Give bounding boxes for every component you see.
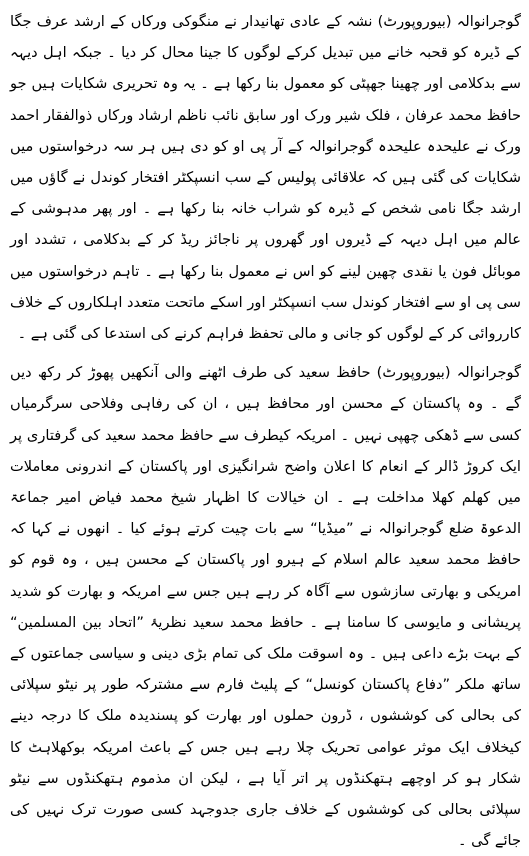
article-gujranwala-police-complaint: گوجرانوالہ (بیوروپورٹ) نشہ کے عادی تھانیدار نے منگوکی ورکاں کے ارشد عرف جگا کے ڈیرہ کو قحبہ خانے میں تبدیل کرکے لوگوں کا جینا محال کر دیا ۔ جبکہ اہل دیہہ سے بدکلامی اور چھینا جھپٹی کو معمول بنا رکھا ہے ۔ یہ وہ تحریری شکایات ہیں جو حافظ محمد عرفان ، فلک شیر ورک اور سابق نائب ناظم ارشاد ورکاں ذوالفقار احمد ورک نے علیحدہ علیحدہ گوجرانوالہ کے آر پی او کو دی ہیں ہر سہ درخواستوں میں شکایات کی گئی ہیں کہ علاقائی پولیس کے سب انسپکٹر افتخار کوندل نے گاؤں میں ارشد جگا نامی شخص کے ڈیرہ کو شراب خانہ بنا رکھا ہے ۔ اور پھر مدہوشی کے عالم میں اہل دیہہ کے ڈیروں اور گھروں پر ناجائز ریڈ کر کے بدکلامی ، تشدد اور موبائل فون یا نقدی چھین لینے کو اس نے معمول بنا رکھا ہے ۔ تاہم درخواستوں میں سی پی او سے افتخار کوندل سب انسپکٹر اور اسکے ماتحت متعدد اہلکاروں کے خلاف کارروائی کر کے لوگوں کو جانی و مالی تحفظ فراہم کرنے کی استدعا کی گئی ہے ۔ bbox=[10, 13, 521, 343]
article-hafiz-saeed-statement: گوجرانوالہ (بیوروپورٹ) حافظ سعید کی طرف اٹھنے والی آنکھیں پھوڑ کر رکھ دیں گے ۔ وہ پاکستان کے محسن اور محافظ ہیں ، ان کی رفاہی وفلاحی سرگرمیاں کسی سے ڈھکی چھپی نہیں ۔ امریکہ کیطرف سے حافظ محمد سعید کی گرفتاری پر ایک کروڑ ڈالر کے انعام کا اعلان واضح شرانگیزی اور پاکستان کے اندرونی معاملات میں کھلم کھلا مداخلت ہے ۔ ان خیالات کا اظہار شیخ محمد فیاض امیر جماعۃ الدعوۃ ضلع گوجرانوالہ نے ”میڈیا“ سے بات چیت کرتے ہوئے کیا ۔ انھوں نے کہا کہ حافظ محمد سعید عالم اسلام کے ہیرو اور پاکستان کے محسن ہیں ، وہ قوم کو امریکی و بھارتی سازشوں سے آگاہ کر رہے ہیں جس سے امریکہ و بھارت کو شدید پریشانی و مایوسی کا سامنا ہے ۔ حافظ محمد سعید نظریۂ ”اتحاد بین المسلمین“ کے بہت بڑے داعی ہیں ۔ وہ اسوقت ملک کی تمام بڑی دینی و سیاسی جماعتوں کے ساتھ ملکر ”دفاع پاکستان کونسل“ کے پلیٹ فارم سے مشترکہ طور پر نیٹو سپلائی کی بحالی کی کوششوں ، ڈرون حملوں اور بھارت کو پسندیدہ ملک کا درجہ دینے کیخلاف ایک موثر عوامی تحریک چلا رہے ہیں جس کے باعث امریکہ بوکھلاہٹ کا شکار ہو کر اوچھے ہتھکنڈوں پر اتر آیا ہے ، لیکن ان مذموم ہتھکنڈوں سے نیٹو سپلائی بحالی کی کوششوں کے خلاف جاری جدوجہد کسی صورت ترک نہیں کی جائے گی ۔ bbox=[10, 364, 521, 850]
article-separator bbox=[10, 349, 521, 357]
